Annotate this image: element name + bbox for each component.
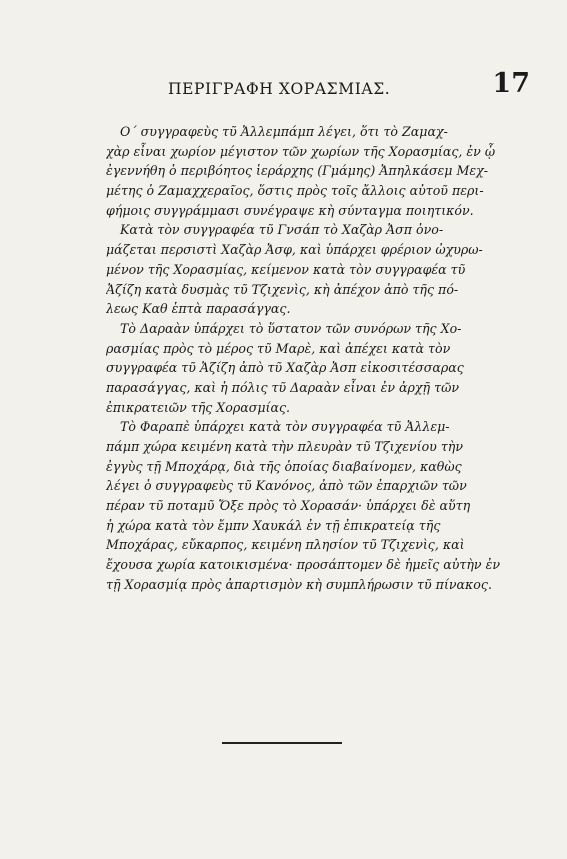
text-line: Ο΄ συγγραφεὺς τῦ Ἀλλεμπάμπ λέγει, ὅτι τὸ Ζαμαχ-	[120, 124, 448, 139]
section-divider	[222, 742, 342, 744]
text-line: μέτης ὁ Ζαμαχχεραῖος, ὅστις πρὸς τοῖς ἄλλοις αὐτοῦ περι-	[106, 183, 484, 199]
text-line: Τὸ Δαραὰν ὑπάρχει τὸ ὕστατον τῶν συνόρων τῆς Χο-	[120, 320, 462, 336]
text-line: συγγραφέα τῦ Ἀζίζη ἀπὸ τῦ Χαζὰρ Ἀσπ εἰκοσιτέσσαρας	[106, 360, 464, 376]
running-head	[60, 70, 530, 110]
text-line: μένον τῆς Χορασμίας, κείμενον κατὰ τὸν συγγραφέα τῦ	[106, 261, 466, 277]
text-line: ἔχουσα χωρία κατοικισμένα· προσάπτομεν δὲ ἡμεῖς αὐτὴν ἐν	[106, 557, 500, 573]
text-line: Τὸ Φαραπὲ ὑπάρχει κατὰ τὸν συγγραφέα τῦ Ἀλλεμ-	[120, 419, 450, 435]
text-line: λεως Καθ ἑπτὰ παρασάγγας.	[106, 301, 291, 317]
text-line: φήμοις συγγράμμασι συνέγραψε κὴ σύνταγμα ποιητικόν.	[106, 202, 474, 218]
text-line: ἐπικρατειῶν τῆς Χορασμίας.	[106, 399, 291, 415]
text-line: ρασμίας πρὸς τὸ μέρος τῦ Μαρὲ, καὶ ἀπέχει κατὰ τὸν	[106, 340, 451, 356]
text-line: τῇ Χορασμίᾳ πρὸς ἀπαρτισμὸν κὴ συμπλήρωσιν τῦ πίνακος.	[106, 576, 492, 592]
text-line: μάζεται περσιστὶ Χαζὰρ Ἀσφ, καὶ ὑπάρχει φρέριον ὠχυρω-	[106, 242, 483, 258]
body-text	[106, 122, 510, 595]
text-line: πάμπ χώρα κειμένη κατὰ τὴν πλευρὰν τῦ Τζιχενίου τὴν	[106, 439, 463, 454]
text-line: λέγει ὁ συγγραφεὺς τῦ Κανόνος, ἀπὸ τῶν ἐπαρχιῶν τῶν	[106, 478, 467, 494]
text-line: πέραν τῦ ποταμῦ Ὄξε πρὸς τὸ Χορασάν· ὑπάρχει δὲ αὕτη	[106, 498, 471, 514]
text-line: χὰρ εἶναι χωρίον μέγιστον τῶν χωρίων τῆς Χορασμίας, ἐν ᾧ	[106, 143, 496, 159]
text-line: ἐγγὺς τῇ Μποχάρᾳ, διὰ τῆς ὁποίας διαβαίνομεν, καθὼς	[106, 458, 462, 474]
text-line: Κατὰ τὸν συγγραφέα τῦ Γνσάπ τὸ Χαζὰρ Ἀσπ ὀνο-	[120, 222, 444, 238]
text-line: ἡ χώρα κατὰ τὸν ἔμπν Χαυκάλ ἐν τῇ ἐπικρατείᾳ τῆς	[106, 517, 441, 533]
text-line: Μποχάρας, εὔκαρπος, κειμένη πλησίον τῦ Τζιχενὶς, καὶ	[106, 537, 465, 553]
page-number: 17	[492, 68, 530, 99]
page-title: ΠΕΡΙΓΡΑΦΗ ΧΟΡΑΣΜΙΑΣ.	[168, 80, 391, 98]
text-line: παρασάγγας, καὶ ἡ πόλις τῦ Δαραὰν εἶναι ἐν ἀρχῇ τῶν	[106, 379, 459, 395]
text-line: ἐγεννήθη ὁ περιβόητος ἱεράρχης (Γμάμης) Ἀπηλκάσεμ Μεχ-	[106, 163, 489, 179]
text-line: Ἀζίζη κατὰ δυσμὰς τῦ Τζιχενὶς, κὴ ἀπέχον ἀπὸ τῆς πό-	[106, 281, 459, 297]
